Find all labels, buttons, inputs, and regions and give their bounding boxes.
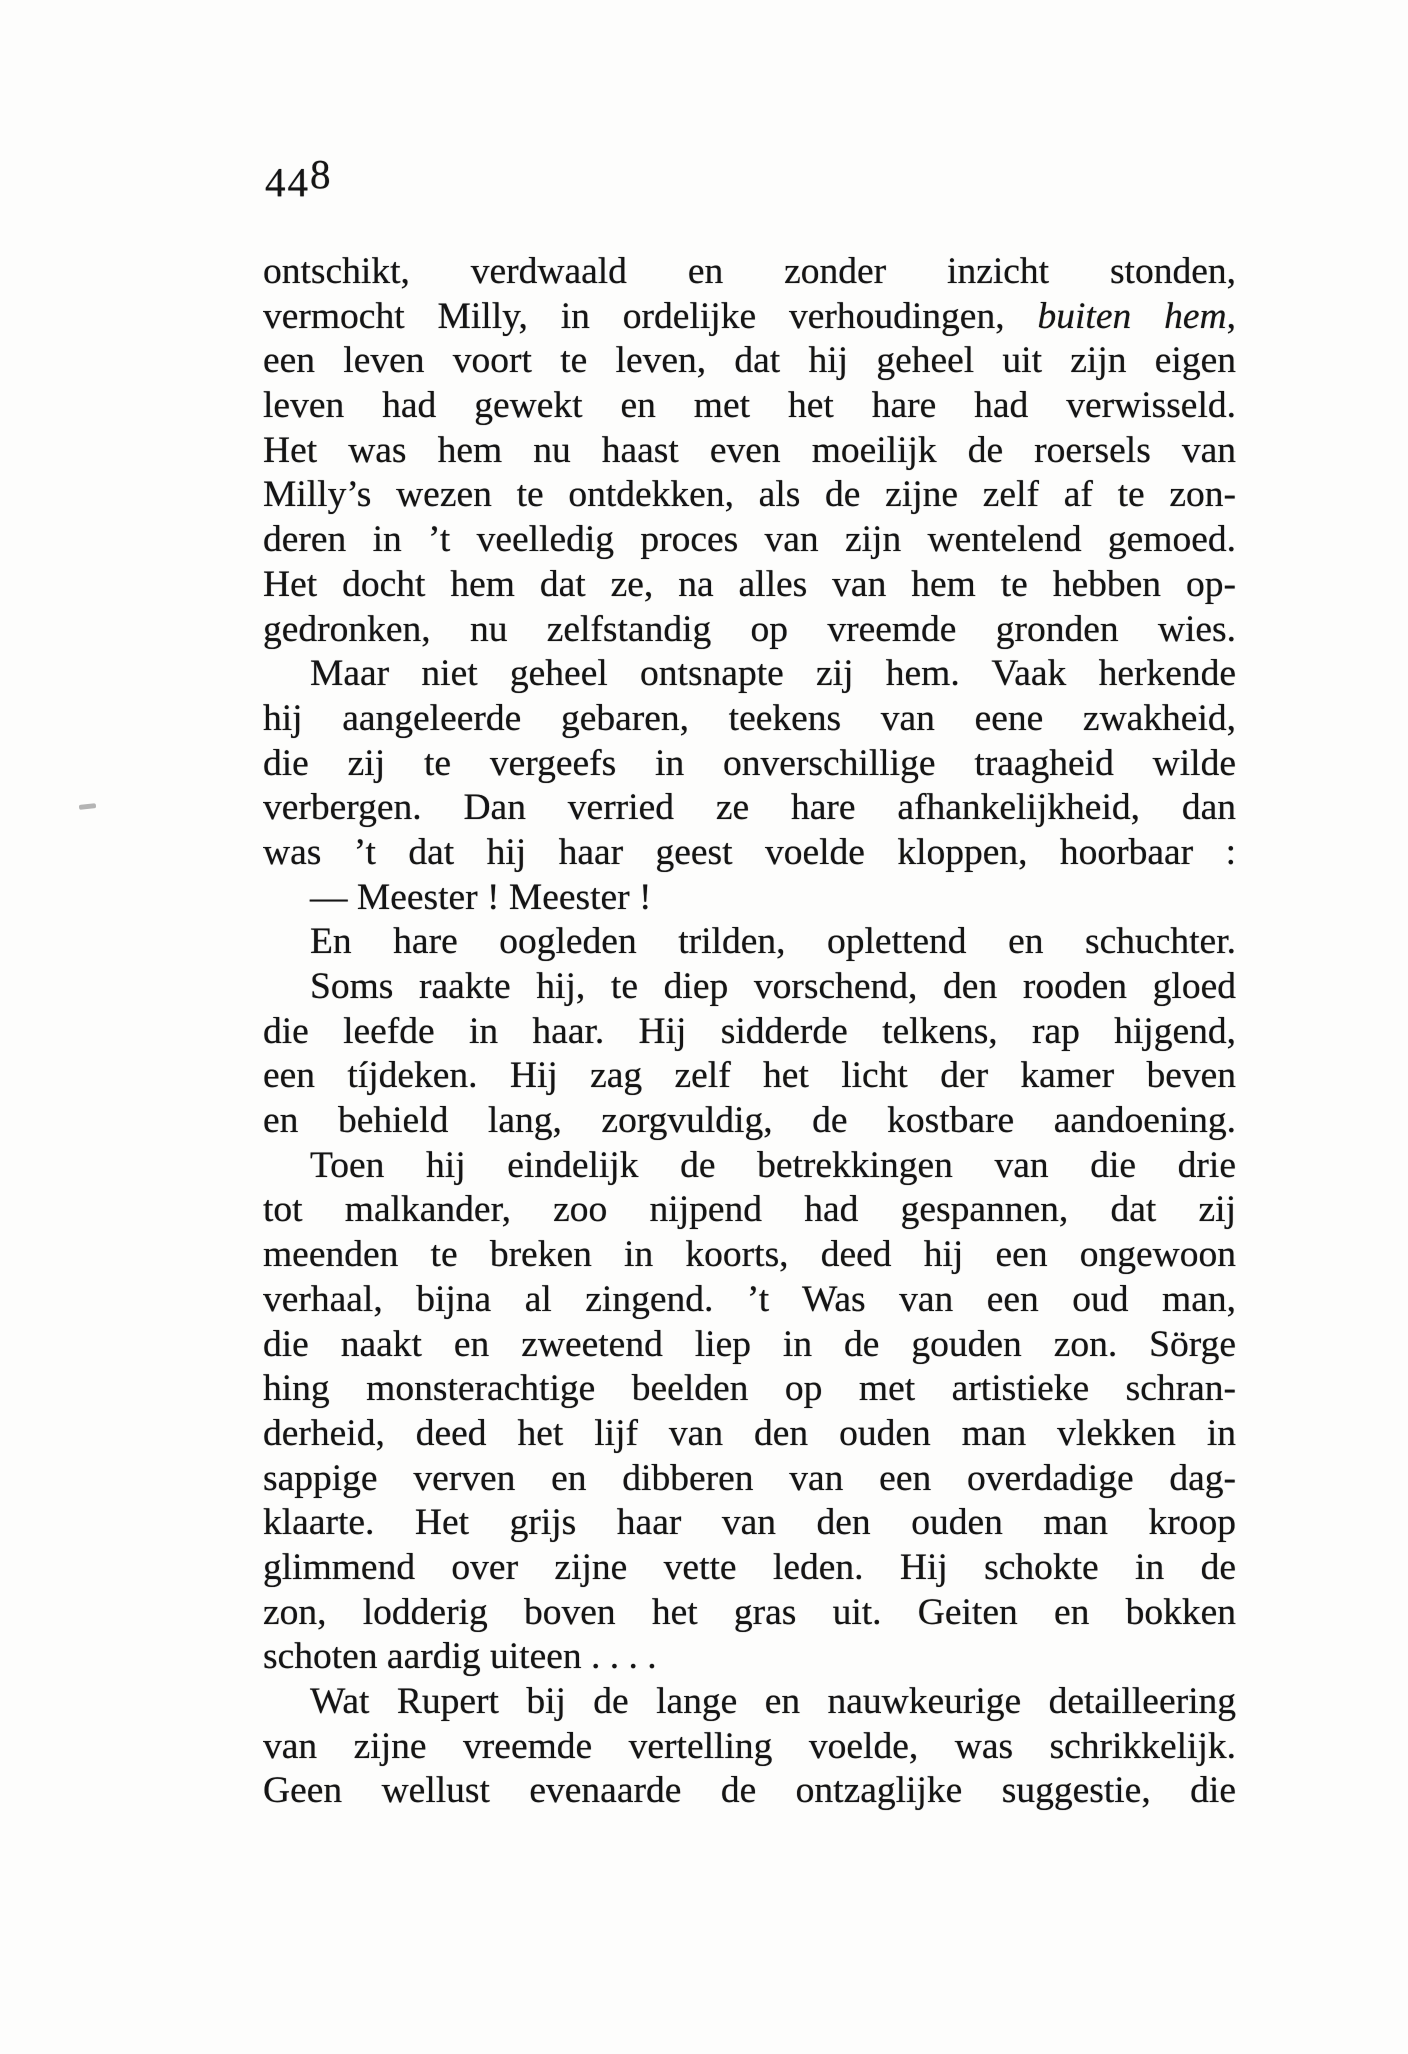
text-line: Toen hij eindelijk de betrekkingen van die drie bbox=[310, 1144, 1236, 1186]
text-line: verbergen. Dan verried ze hare afhankelijkheid, dan bbox=[263, 787, 1236, 829]
text-segment: , bbox=[1226, 295, 1236, 337]
text-line: klaarte. Het grijs haar van den ouden man kroop bbox=[263, 1502, 1236, 1544]
text-line: ontschikt, verdwaald en zonder inzicht stonden, bbox=[263, 251, 1236, 292]
text-line: deren in ’t veelledig proces van zijn wentelend gemoed. bbox=[263, 519, 1236, 561]
text-line bbox=[263, 295, 1236, 340]
text-line: sappige verven en dibberen van een overdadige dag- bbox=[263, 1457, 1236, 1499]
text-line: Wat Rupert bij de lange en nauwkeurige detailleering bbox=[310, 1681, 1236, 1722]
text-line: was ’t dat hij haar geest voelde kloppen, hoorbaar : bbox=[263, 831, 1236, 873]
text-line: Geen wellust evenaarde de ontzaglijke suggestie, die bbox=[263, 1770, 1236, 1812]
text-line: een leven voort te leven, dat hij geheel uit zijn eigen bbox=[263, 340, 1236, 382]
text-line: zon, lodderig boven het gras uit. Geiten en bokken bbox=[263, 1591, 1236, 1633]
text-line: van zijne vreemde vertelling voelde, was schrikkelijk. bbox=[263, 1725, 1236, 1767]
text-line: schoten aardig uiteen . . . . bbox=[263, 1636, 657, 1678]
text-line: die leefde in haar. Hij sidderde telkens, rap hijgend, bbox=[263, 1010, 1236, 1052]
text-line: derheid, deed het lijf van den ouden man vlekken in bbox=[263, 1412, 1236, 1454]
text-line: verhaal, bijna al zingend. ’t Was van een oud man, bbox=[263, 1278, 1236, 1320]
text-line: glimmend over zijne vette leden. Hij schokte in de bbox=[263, 1546, 1236, 1588]
text-line: die zij te vergeefs in onverschillige traagheid wilde bbox=[263, 742, 1236, 784]
text-line: En hare oogleden trilden, oplettend en schuchter. bbox=[310, 921, 1236, 963]
text-line: Milly’s wezen te ontdekken, als de zijne zelf af te zon- bbox=[263, 474, 1236, 516]
text-line: en behield lang, zorgvuldig, de kostbare aandoening. bbox=[263, 1100, 1236, 1142]
text-segment: vermocht Milly, in ordelijke verhoudingen, bbox=[263, 295, 1038, 337]
body-text bbox=[263, 250, 1236, 1814]
page-number-prefix: 44 bbox=[265, 159, 310, 205]
page-number bbox=[265, 151, 333, 206]
scan-artifact-mark bbox=[79, 803, 96, 810]
text-line: die naakt en zweetend liep in de gouden zon. Sörge bbox=[263, 1323, 1236, 1365]
text-line: Maar niet geheel ontsnapte zij hem. Vaak herkende bbox=[310, 653, 1236, 695]
text-line: een tíjdeken. Hij zag zelf het licht der kamer beven bbox=[263, 1055, 1236, 1097]
page-number-raised-digit: 8 bbox=[310, 151, 333, 197]
text-line: gedronken, nu zelfstandig op vreemde gronden wies. bbox=[263, 608, 1236, 650]
text-line: Het docht hem dat ze, na alles van hem te hebben op- bbox=[263, 563, 1236, 605]
text-line: Soms raakte hij, te diep vorschend, den rooden gloed bbox=[310, 966, 1236, 1007]
text-line-dialogue: — Meester ! Meester ! bbox=[310, 876, 652, 918]
italic-phrase: buiten hem bbox=[1037, 295, 1227, 337]
text-line: hij aangeleerde gebaren, teekens van eene zwakheid, bbox=[263, 697, 1236, 739]
text-line: leven had gewekt en met het hare had verwisseld. bbox=[263, 385, 1236, 427]
text-line: tot malkander, zoo nijpend had gespannen, dat zij bbox=[263, 1189, 1236, 1231]
text-line: meenden te breken in koorts, deed hij een ongewoon bbox=[263, 1234, 1236, 1276]
text-line: Het was hem nu haast even moeilijk de roersels van bbox=[263, 429, 1236, 471]
text-line: hing monsterachtige beelden op met artistieke schran- bbox=[263, 1368, 1236, 1410]
